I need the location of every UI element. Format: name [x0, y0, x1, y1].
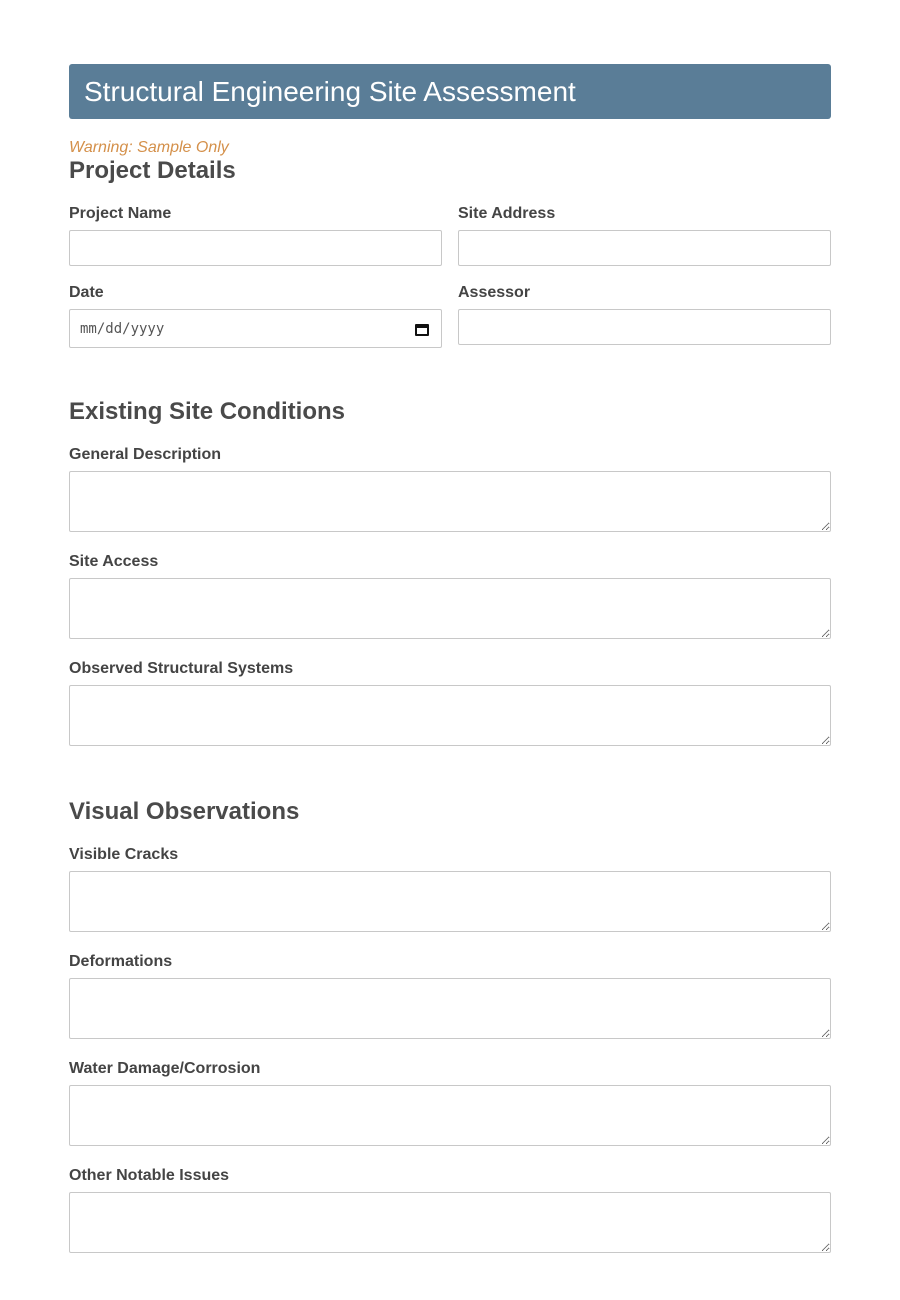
other-issues-textarea[interactable] [69, 1192, 831, 1253]
assessor-input[interactable] [458, 309, 831, 345]
existing-conditions-section [69, 398, 831, 746]
project-details-heading: Project Details [69, 157, 236, 184]
deformations-group [69, 953, 831, 1039]
water-damage-label: Water Damage/Corrosion [69, 1060, 261, 1077]
general-description-label: General Description [69, 446, 222, 463]
calendar-icon[interactable] [415, 322, 429, 336]
project-details-row-2 [69, 284, 831, 348]
site-address-group [458, 205, 831, 266]
date-group [69, 284, 442, 348]
other-issues-label: Other Notable Issues [69, 1167, 230, 1184]
visual-observations-section [69, 798, 831, 1253]
assessor-label: Assessor [458, 284, 531, 301]
water-damage-textarea[interactable] [69, 1085, 831, 1146]
site-access-group [69, 553, 831, 639]
date-label: Date [69, 284, 104, 301]
structural-systems-textarea[interactable] [69, 685, 831, 746]
sample-warning: Warning: Sample Only [69, 139, 229, 156]
form-title: Structural Engineering Site Assessment [84, 76, 576, 107]
structural-systems-label: Observed Structural Systems [69, 660, 294, 677]
date-input[interactable] [69, 309, 442, 348]
general-description-textarea[interactable] [69, 471, 831, 532]
site-access-label: Site Access [69, 553, 159, 570]
project-name-input[interactable] [69, 230, 442, 266]
visible-cracks-group [69, 846, 831, 932]
other-issues-group [69, 1167, 831, 1253]
site-address-label: Site Address [458, 205, 556, 222]
form-header [69, 64, 831, 119]
visible-cracks-textarea[interactable] [69, 871, 831, 932]
deformations-label: Deformations [69, 953, 173, 970]
assessor-group [458, 284, 831, 348]
structural-systems-group [69, 660, 831, 746]
assessment-form [69, 64, 831, 1253]
project-name-group [69, 205, 442, 266]
general-description-group [69, 446, 831, 532]
site-address-input[interactable] [458, 230, 831, 266]
project-name-label: Project Name [69, 205, 172, 222]
project-details-row-1 [69, 205, 831, 266]
water-damage-group [69, 1060, 831, 1146]
deformations-textarea[interactable] [69, 978, 831, 1039]
project-details-section [69, 157, 831, 348]
site-access-textarea[interactable] [69, 578, 831, 639]
visual-observations-heading: Visual Observations [69, 798, 300, 825]
existing-conditions-heading: Existing Site Conditions [69, 398, 346, 425]
visible-cracks-label: Visible Cracks [69, 846, 179, 863]
date-placeholder: mm/dd/yyyy [80, 320, 165, 337]
